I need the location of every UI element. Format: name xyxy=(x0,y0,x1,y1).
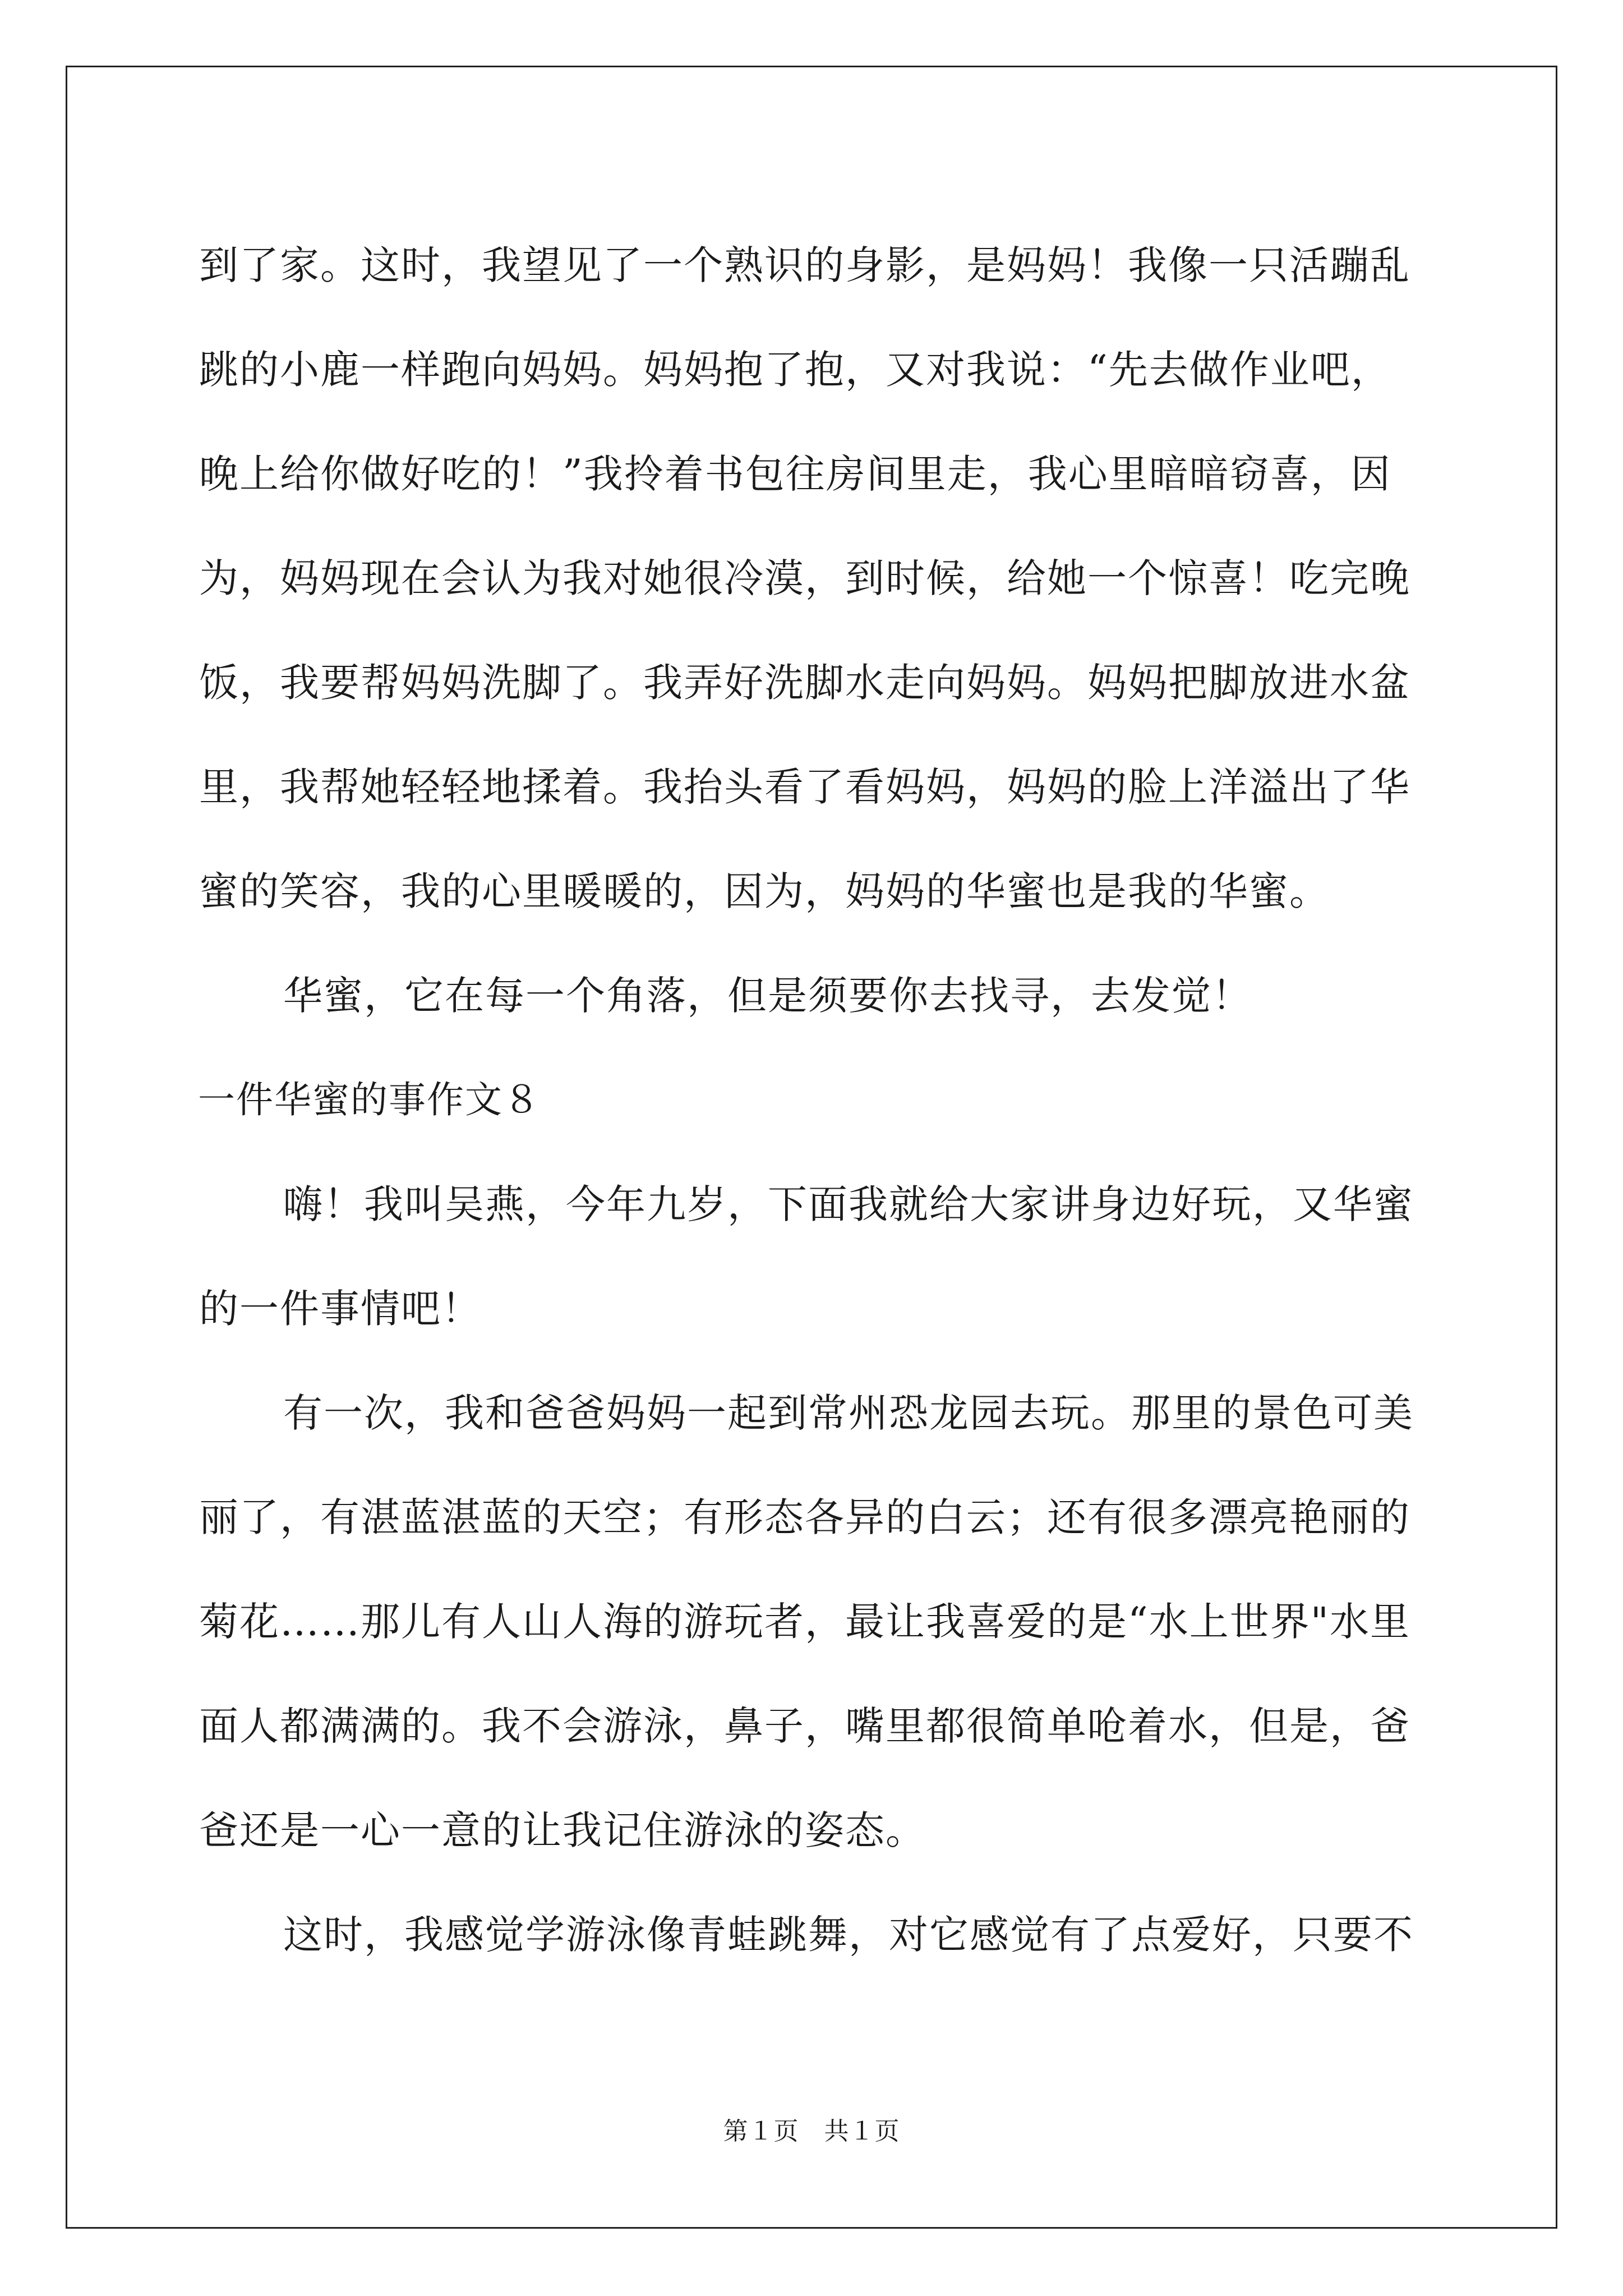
page-number: 第１页 共１页 xyxy=(723,2117,900,2146)
text-line: 的一件事情吧！ xyxy=(199,1286,482,1332)
paragraph-line: 嗨！我叫吴燕，今年九岁，下面我就给大家讲身边好玩，又华蜜 xyxy=(283,1181,1414,1227)
text-line: 爸还是一心一意的让我记住游泳的姿态。 xyxy=(199,1807,926,1853)
paragraph-line: 华蜜，它在每一个角落，但是须要你去找寻，去发觉！ xyxy=(283,973,1252,1019)
section-title: 一件华蜜的事作文８ xyxy=(198,1078,541,1121)
text-line: 饭，我要帮妈妈洗脚了。我弄好洗脚水走向妈妈。妈妈把脚放进水盆 xyxy=(199,660,1410,706)
text-line: 蜜的笑容，我的心里暖暖的，因为，妈妈的华蜜也是我的华蜜。 xyxy=(199,868,1330,914)
text-line: 跳的小鹿一样跑向妈妈。妈妈抱了抱，又对我说：“先去做作业吧， xyxy=(199,347,1391,393)
text-line: 里，我帮她轻轻地揉着。我抬头看了看妈妈，妈妈的脸上洋溢出了华 xyxy=(199,764,1410,810)
document-body xyxy=(199,213,1427,1987)
paragraph-line: 有一次，我和爸爸妈妈一起到常州恐龙园去玩。那里的景色可美 xyxy=(283,1390,1414,1436)
text-line: 晚上给你做好吃的！”我拎着书包往房间里走，我心里暗暗窃喜，因 xyxy=(199,451,1391,497)
text-line: 菊花……那儿有人山人海的游玩者，最让我喜爱的是“水上世界"水里 xyxy=(199,1599,1410,1645)
paragraph-line: 这时，我感觉学游泳像青蛙跳舞，对它感觉有了点爱好，只要不 xyxy=(283,1912,1414,1958)
text-line: 面人都满满的。我不会游泳，鼻子，嘴里都很简单呛着水，但是，爸 xyxy=(199,1703,1410,1749)
text-line: 丽了，有湛蓝湛蓝的天空；有形态各异的白云；还有很多漂亮艳丽的 xyxy=(199,1494,1410,1540)
text-line: 到了家。这时，我望见了一个熟识的身影，是妈妈！我像一只活蹦乱 xyxy=(199,242,1410,288)
text-line: 为，妈妈现在会认为我对她很冷漠，到时候，给她一个惊喜！吃完晚 xyxy=(199,555,1410,601)
